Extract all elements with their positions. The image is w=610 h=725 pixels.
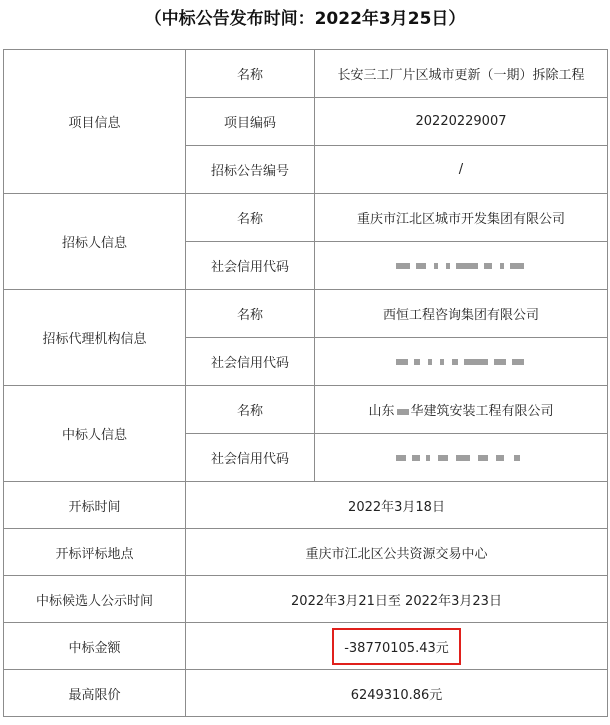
- table-row: [4, 576, 608, 623]
- table-row: [4, 290, 608, 338]
- publicity-period-value: 2022年3月21日至 2022年3月23日: [186, 576, 608, 623]
- project-code-label: 项目编码: [186, 98, 315, 146]
- opening-time-value: 2022年3月18日: [186, 482, 608, 529]
- winner-section-label: 中标人信息: [4, 386, 186, 482]
- redacted-mark: [396, 356, 526, 368]
- project-name-value: 长安三工厂片区城市更新（一期）拆除工程: [315, 50, 608, 98]
- bid-amount-cell: [186, 623, 608, 670]
- opening-place-label: 开标评标地点: [4, 529, 186, 576]
- project-name-label: 名称: [186, 50, 315, 98]
- project-section-label: 项目信息: [4, 50, 186, 194]
- publicity-period-label: 中标候选人公示时间: [4, 576, 186, 623]
- table-row: [4, 529, 608, 576]
- max-price-value: 6249310.86元: [186, 670, 608, 717]
- redacted-mark: [396, 260, 526, 272]
- winner-credit-label: 社会信用代码: [186, 434, 315, 482]
- agency-section-label: 招标代理机构信息: [4, 290, 186, 386]
- max-price-label: 最高限价: [4, 670, 186, 717]
- winner-name-label: 名称: [186, 386, 315, 434]
- bid-result-table: [3, 49, 608, 717]
- tenderer-name-value: 重庆市江北区城市开发集团有限公司: [315, 194, 608, 242]
- agency-name-value: 西恒工程咨询集团有限公司: [315, 290, 608, 338]
- winner-credit-value: [315, 434, 608, 482]
- winner-name-prefix: 山东: [368, 404, 395, 419]
- winner-name-suffix: 华建筑安装工程有限公司: [410, 404, 554, 419]
- table-row: [4, 623, 608, 670]
- table-row: [4, 386, 608, 434]
- agency-credit-label: 社会信用代码: [186, 338, 315, 386]
- opening-time-label: 开标时间: [4, 482, 186, 529]
- notice-number-value: /: [315, 146, 608, 194]
- bid-amount-label: 中标金额: [4, 623, 186, 670]
- agency-name-label: 名称: [186, 290, 315, 338]
- tenderer-name-label: 名称: [186, 194, 315, 242]
- table-row: [4, 482, 608, 529]
- winner-name-value: [315, 386, 608, 434]
- redacted-mark: [395, 406, 411, 418]
- page-title: （中标公告发布时间：2022年3月25日）: [144, 9, 466, 29]
- agency-credit-value: [315, 338, 608, 386]
- table-row: [4, 194, 608, 242]
- tenderer-credit-value: [315, 242, 608, 290]
- table-row: [4, 670, 608, 717]
- tenderer-credit-label: 社会信用代码: [186, 242, 315, 290]
- bid-amount-highlight: -38770105.43元: [332, 628, 461, 665]
- opening-place-value: 重庆市江北区公共资源交易中心: [186, 529, 608, 576]
- table-row: [4, 50, 608, 98]
- tenderer-section-label: 招标人信息: [4, 194, 186, 290]
- project-code-value: 20220229007: [315, 98, 608, 146]
- notice-number-label: 招标公告编号: [186, 146, 315, 194]
- redacted-mark: [396, 452, 526, 464]
